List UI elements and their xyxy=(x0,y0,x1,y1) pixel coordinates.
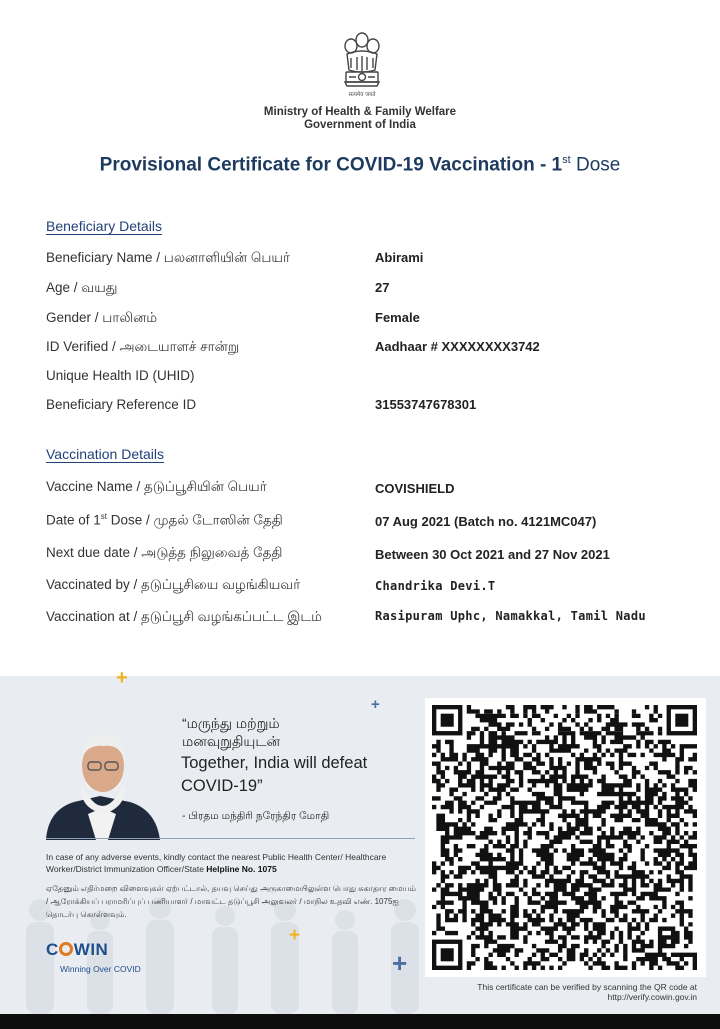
id-verified-row xyxy=(46,339,706,359)
gender-row xyxy=(46,310,706,330)
government-name: Government of India xyxy=(304,119,416,131)
age-label: Age / வயது xyxy=(46,280,118,295)
qr-finder-pattern xyxy=(432,940,462,970)
adverse-events-text: In case of any adverse events, kindly contact the nearest Public Health Center/ Healthcare Worker/District Immunization Officer/State xyxy=(46,852,387,874)
plus-icon: + xyxy=(371,696,380,713)
reference-id-row xyxy=(46,397,706,417)
qr-finder-pattern xyxy=(667,705,697,735)
cowin-logo-c: C xyxy=(46,940,59,959)
cowin-logo-rest: WIN xyxy=(73,940,109,959)
dose-date-label xyxy=(46,512,283,531)
qr-code-graphic xyxy=(432,705,699,970)
vaccinated-by-label: Vaccinated by / தடுப்பூசியை வழங்கியவர் xyxy=(46,577,301,592)
beneficiary-name-value: Abirami xyxy=(375,250,424,265)
cowin-tagline: Winning Over COVID xyxy=(60,964,141,974)
verify-note xyxy=(430,982,697,1002)
quote-english-line-1: Together, India will defeat xyxy=(181,754,368,772)
title-sup: st xyxy=(562,154,571,166)
ministry-header xyxy=(0,106,720,132)
dose-date-value: 07 Aug 2021 (Batch no. 4121MC047) xyxy=(375,514,597,529)
beneficiary-details-heading: Beneficiary Details xyxy=(46,218,162,234)
beneficiary-name-label: Beneficiary Name / பலனாளியின் பெயர் xyxy=(46,250,290,265)
reference-id-label: Beneficiary Reference ID xyxy=(46,397,197,412)
qr-modules xyxy=(432,705,697,970)
vaccination-at-row xyxy=(46,609,706,629)
uhid-row xyxy=(46,368,706,388)
id-verified-label: ID Verified / அடையாளச் சான்று xyxy=(46,339,239,354)
certificate-title xyxy=(0,154,720,176)
quote-english xyxy=(181,752,367,798)
reference-id-value: 31553747678301 xyxy=(375,397,477,412)
emblem-caption: सत्यमेव जयते xyxy=(348,92,376,98)
bottom-bar xyxy=(0,1014,720,1029)
beneficiary-name-row xyxy=(46,250,706,270)
vaccine-name-label: Vaccine Name / தடுப்பூசியின் பெயர் xyxy=(46,479,267,494)
footer-divider xyxy=(46,838,415,839)
dose-date-row xyxy=(46,512,706,532)
age-row xyxy=(46,280,706,300)
national-emblem-icon xyxy=(337,30,387,106)
gender-value: Female xyxy=(375,310,420,325)
title-dose: Dose xyxy=(570,154,621,176)
dose-date-label-pre: Date of 1 xyxy=(46,512,101,528)
quote-tamil-line-2: மனவுறுதியுடன் xyxy=(182,733,281,749)
next-due-row xyxy=(46,545,706,565)
qr-code[interactable] xyxy=(425,698,706,977)
qr-finder-pattern xyxy=(432,705,462,735)
cowin-o-icon xyxy=(59,942,73,956)
next-due-label: Next due date / அடுத்த நிலுவைத் தேதி xyxy=(46,545,283,560)
ministry-name: Ministry of Health & Family Welfare xyxy=(263,106,457,118)
quote-english-line-2: COVID-19” xyxy=(181,777,263,795)
vaccination-at-label: Vaccination at / தடுப்பூசி வழங்கப்பட்ட இடம் xyxy=(46,609,322,624)
prime-minister-portrait xyxy=(44,724,162,840)
quote-attribution: - பிரதம மந்திரி நரேந்திர மோதி xyxy=(182,810,330,822)
vaccination-details-heading: Vaccination Details xyxy=(46,446,165,462)
cowin-logo xyxy=(46,940,108,960)
vaccine-name-value: COVISHIELD xyxy=(375,481,455,496)
dose-date-label-post: Dose / முதல் டோஸின் தேதி xyxy=(107,512,283,528)
helpline-number: Helpline No. 1075 xyxy=(206,863,277,874)
plus-icon: + xyxy=(116,667,128,689)
verify-note-line-2: http://verify.cowin.gov.in xyxy=(607,992,697,1002)
plus-icon: + xyxy=(289,925,301,946)
vaccinated-by-value: Chandrika Devi.T xyxy=(375,579,496,593)
verify-note-line-1: This certificate can be verified by scanning the QR code at xyxy=(477,982,697,992)
plus-icon: + xyxy=(392,948,408,978)
age-value: 27 xyxy=(375,280,390,295)
vaccine-name-row xyxy=(46,479,706,499)
vaccinated-by-row xyxy=(46,577,706,597)
quote-tamil-line-1: “மருந்து மற்றும் xyxy=(182,715,280,731)
adverse-events-tamil: ஏதேனும் எதிர்மறை விளைவுகள் ஏற்பட்டால், தயவு செய்து அருகாமையிலுள்ள பொது சுகாதார மையம் / ஆரோக்கியப் பராமரிப்புப் பணியாளர் / மாவட்ட தடுப்பூசி அலுவலர் / மாநில உதவி எண். 1075ஐ தொடர்பு கொள்ளவும். xyxy=(46,884,416,919)
vaccination-at-value: Rasipuram Uphc, Namakkal, Tamil Nadu xyxy=(375,609,646,623)
next-due-value: Between 30 Oct 2021 and 27 Nov 2021 xyxy=(375,547,610,562)
title-main: Provisional Certificate for COVID-19 Vaccination - 1 xyxy=(99,154,563,176)
quote-tamil xyxy=(182,714,280,750)
gender-label: Gender / பாலினம் xyxy=(46,310,158,325)
dose-date-label-sup: st xyxy=(100,512,108,521)
adverse-events-english xyxy=(46,852,416,875)
uhid-label: Unique Health ID (UHID) xyxy=(46,368,195,383)
id-verified-value: Aadhaar # XXXXXXXX3742 xyxy=(375,339,540,354)
